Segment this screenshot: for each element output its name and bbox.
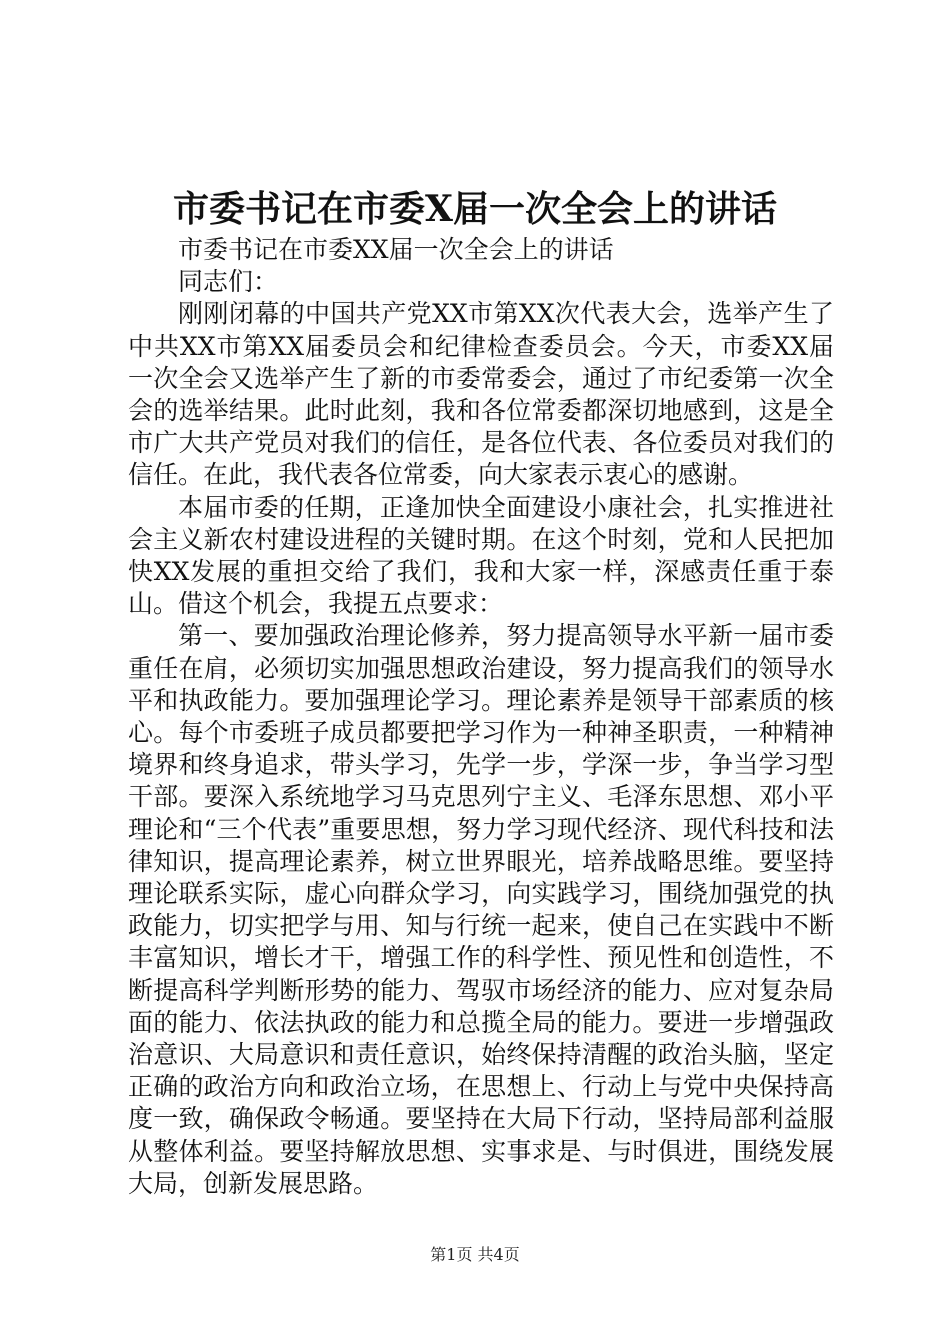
body-paragraph: 第一、要加强政治理论修养，努力提高领导水平新一届市委重任在肩，必须切实加强思想政治建设，努力提高我们的领导水平和执政能力。要加强理论学习。理论素养是领导干部素质的核心。每个市委班子成员都要把学习作为一种神圣职责，一种精神境界和终身追求，带头学习，先学一步，学深一步，争当学习型干部。要深入系统地学习马克思列宁主义、毛泽东思想、邓小平理论和“三个代表”重要思想，努力学习现代经济、现代科技和法律知识，提高理论素养，树立世界眼光，培养战略思维。要坚持理论联系实际，虚心向群众学习，向实践学习，围绕加强党的执政能力，切实把学与用、知与行统一起来，使自己在实践中不断丰富知识，增长才干，增强工作的科学性、预见性和创造性，不断提高科学判断形势的能力、驾驭市场经济的能力、应对复杂局面的能力、依法执政的能力和总揽全局的能力。要进一步增强政治意识、大局意识和责任意识，始终保持清醒的政治头脑，坚定正确的政治方向和政治立场，在思想上、行动上与党中央保持高度一致，确保政令畅通。要坚持在大局下行动，坚持局部利益服从整体利益。要坚持解放思想、实事求是、与时俱进，围绕发展大局，创新发展思路。 <box>128 621 834 1198</box>
page-footer: 第1页 共4页 <box>430 1245 520 1264</box>
body-paragraph: 刚刚闭幕的中国共产党XX市第XX次代表大会，选举产生了中共XX市第XX届委员会和纪律检查委员会。今天，市委XX届一次全会又选举产生了新的市委常委会，通过了市纪委第一次全会的选举结果。此时此刻，我和各位常委都深切地感到，这是全市广大共产党员对我们的信任，是各位代表、各位委员对我们的信任。在此，我代表各位常委，向大家表示衷心的感谢。 <box>128 299 834 490</box>
body-paragraph: 市委书记在市委XX届一次全会上的讲话 <box>178 235 614 264</box>
body-paragraph: 同志们： <box>178 267 279 297</box>
body-paragraph: 本届市委的任期，正逢加快全面建设小康社会，扎实推进社会主义新农村建设进程的关键时期。在这个时刻，党和人民把加快XX发展的重担交给了我们，我和大家一样，深感责任重于泰山。借这个机会，我提五点要求： <box>128 492 834 619</box>
document-title: 市委书记在市委X届一次全会上的讲话 <box>173 188 777 230</box>
document-body <box>128 234 834 1200</box>
